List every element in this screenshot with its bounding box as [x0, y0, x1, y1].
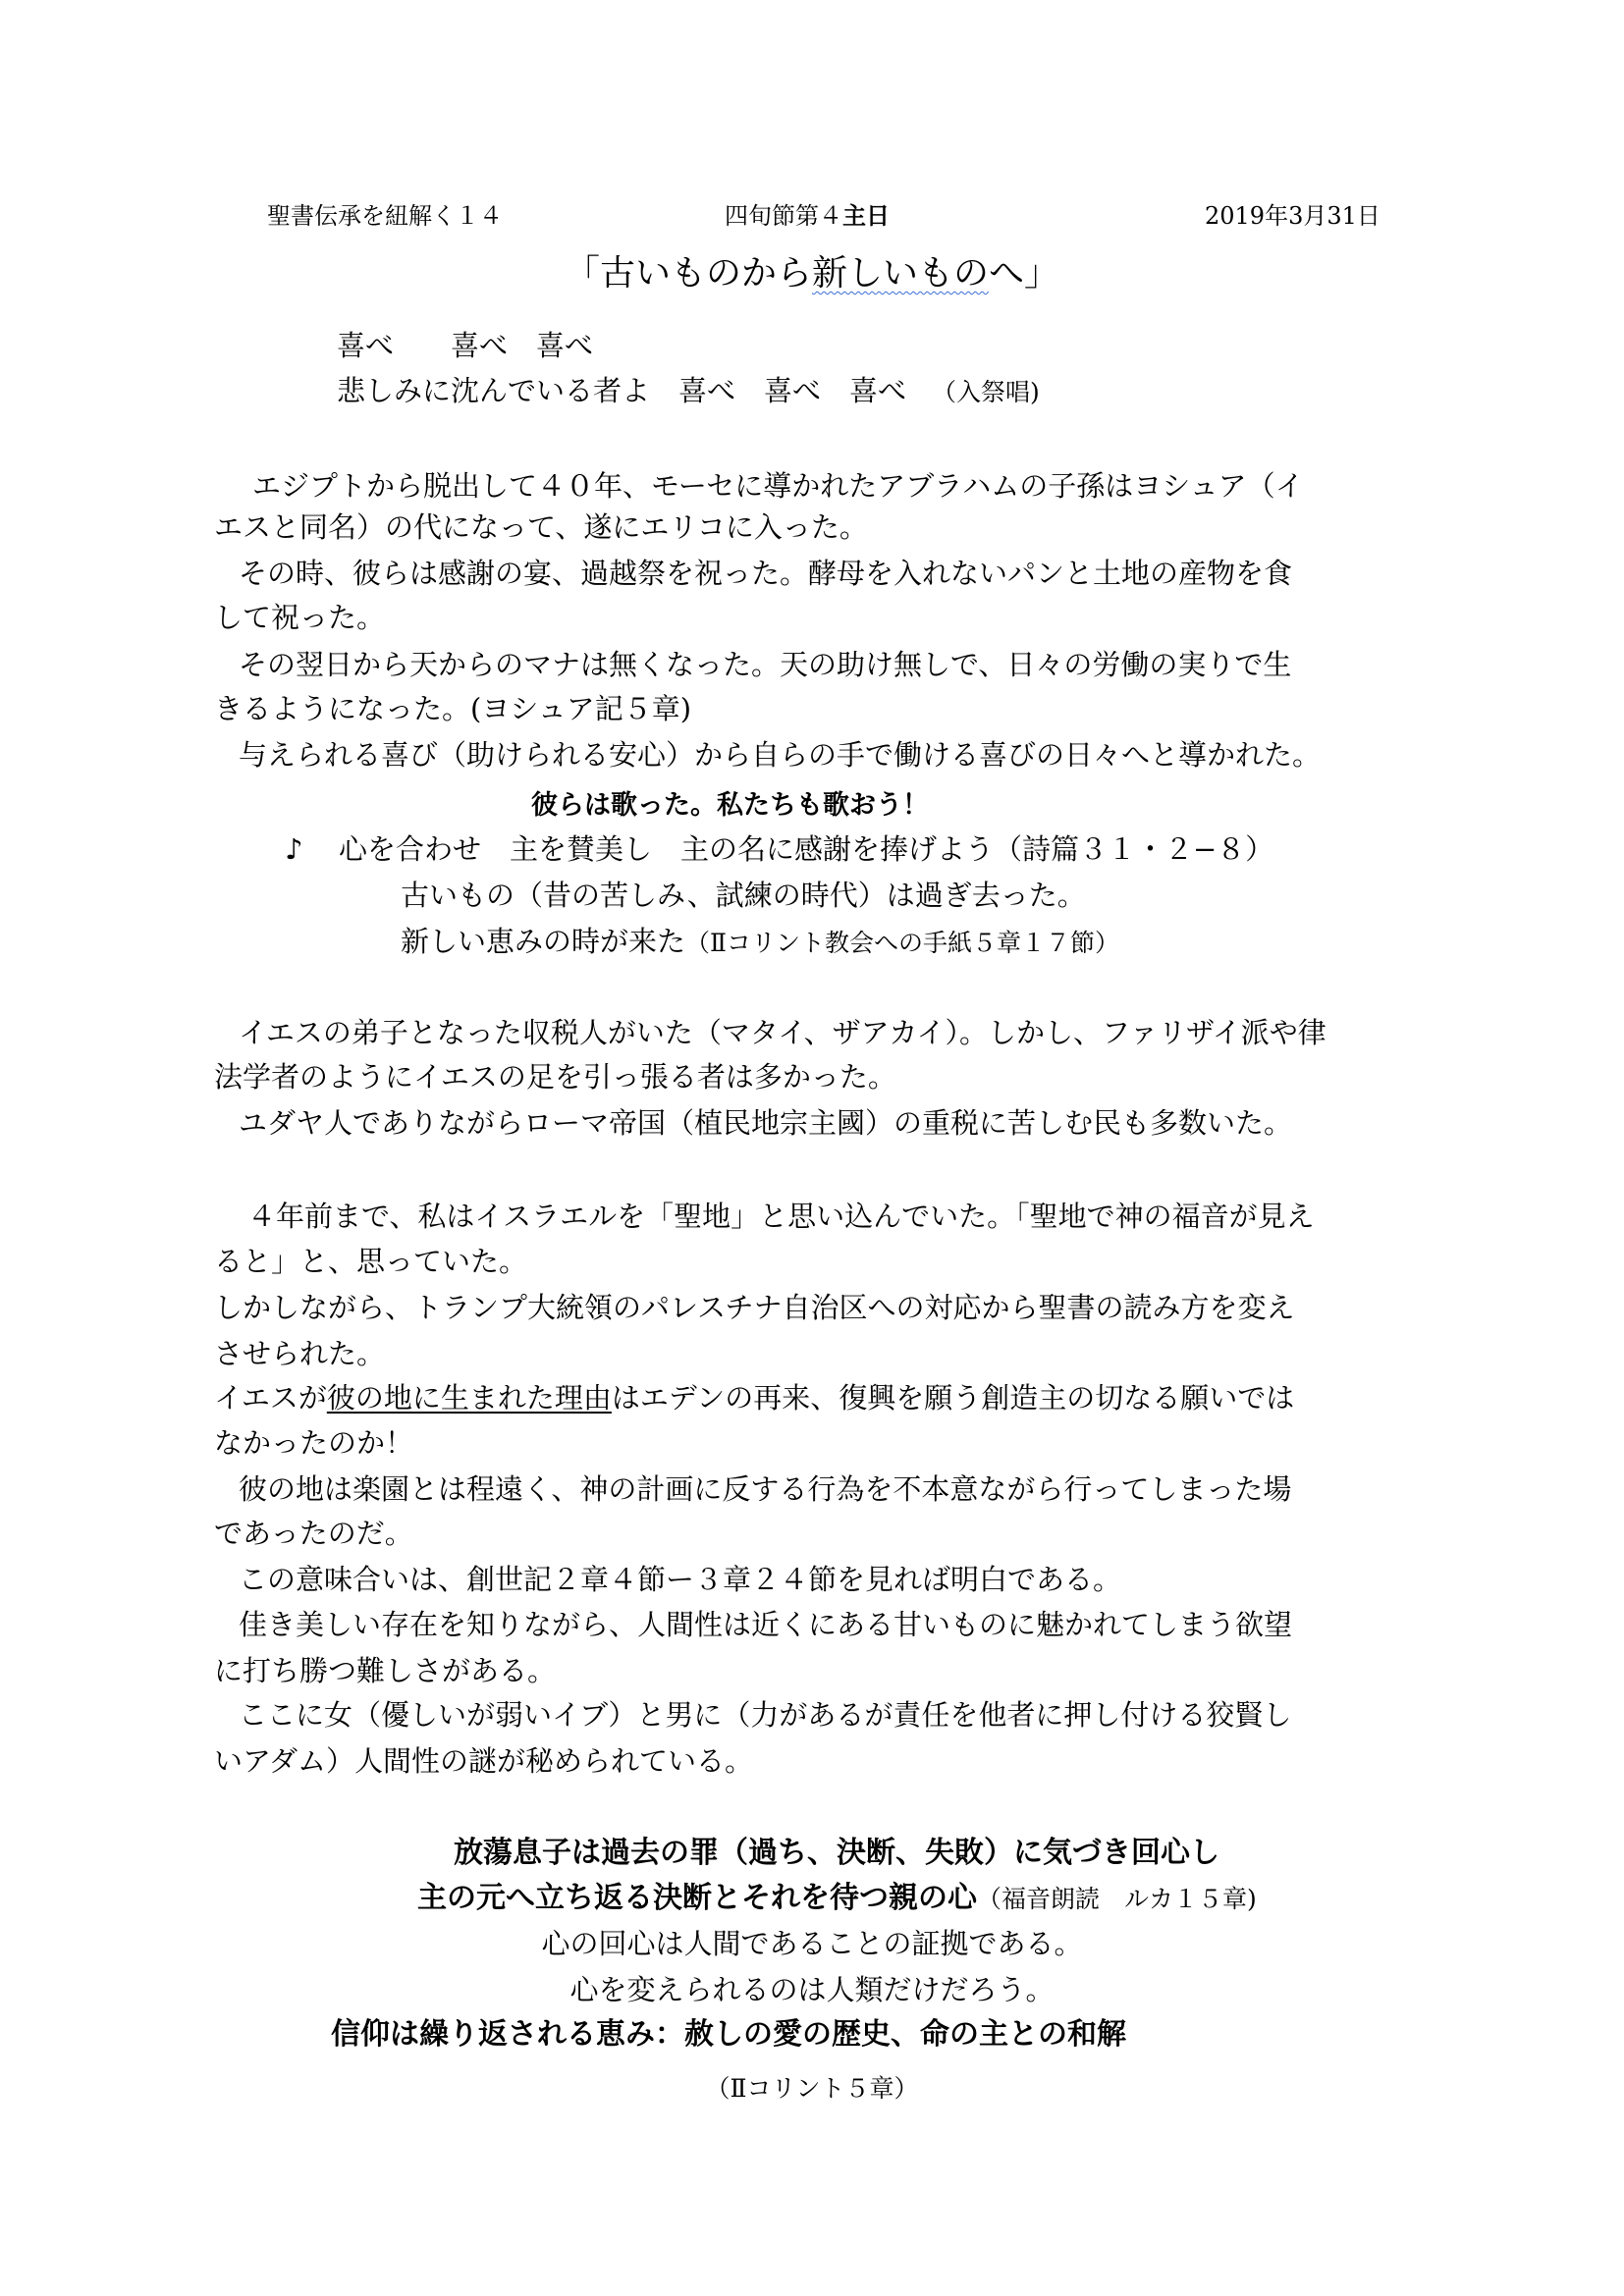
paragraph-line: 法学者のようにイエスの足を引っ張る者は多かった。	[214, 1060, 896, 1094]
paragraph-line: しかしながら、トランプ大統領のパレスチナ自治区への対応から聖書の読み方を変え	[214, 1291, 1295, 1324]
paragraph-line: 与えられる喜び（助けられる安心）から自らの手で働ける喜びの日々へと導かれた。	[239, 738, 1322, 772]
conclusion-line-2-text: 主の元へ立ち返る決断とそれを待つ親の心	[417, 1881, 977, 1915]
occasion-suffix: 主日	[842, 201, 890, 230]
paragraph-line: その時、彼らは感謝の宴、過越祭を祝った。酵母を入れないパンと土地の産物を食	[239, 557, 1293, 590]
introit-line-1: 喜べ 喜べ 喜べ	[337, 329, 594, 362]
title-close: へ」	[989, 253, 1060, 294]
conclusion-line-4: 心を変えられるのは人類だけだろう。	[569, 1973, 1055, 2006]
paragraph-line: なかったのか！	[214, 1426, 414, 1460]
song-line-3-ref: （Ⅱコリント教会への手紙５章１７節）	[685, 929, 1120, 957]
paragraph-line: 佳き美しい存在を知りながら、人間性は近くにある甘いものに魅かれてしまう欲望	[239, 1608, 1293, 1641]
introit-note: （入祭唱)	[932, 378, 1040, 406]
paragraph-line: イエスの弟子となった収税人がいた（マタイ、ザアカイ）。しかし、ファリザイ派や律	[239, 1016, 1326, 1049]
paragraph-line: であったのだ。	[214, 1517, 413, 1550]
conclusion-line-2	[417, 1881, 1257, 1916]
title-open: 「古いものから	[564, 253, 812, 294]
underlined-phrase: 彼の地に生まれた理由	[326, 1381, 612, 1415]
paragraph-line: 彼の地は楽園とは程遠く、神の計画に反する行為を不本意ながら行ってしまった場	[239, 1472, 1292, 1506]
paragraph-line: させられた。	[214, 1337, 386, 1370]
paragraph-line: その翌日から天からのマナは無くなった。天の助け無しで、日々の労働の実りで生	[239, 648, 1292, 681]
song-heading: 彼らは歌った。私たちも歌おう！	[531, 790, 929, 821]
paragraph-line: ここに女（優しいが弱いイブ）と男に（力があるが責任を他者に押し付ける狡賢し	[239, 1698, 1292, 1732]
paragraph-line	[214, 1381, 1294, 1415]
paragraph-line: に打ち勝つ難しさがある。	[214, 1654, 557, 1687]
introit-line-2	[337, 374, 1040, 409]
sermon-title	[0, 245, 1624, 295]
music-note-icon: ♪	[285, 832, 303, 866]
paragraph-line: して祝った。	[214, 601, 386, 634]
occasion-prefix: 四旬節第４	[725, 202, 842, 230]
conclusion-line-1: 放蕩息子は過去の罪（過ち、決断、失敗）に気づき回心し	[454, 1836, 1219, 1870]
paragraph-line: ４年前まで、私はイスラエルを「聖地」と思い込んでいた。「聖地で神の福音が見え	[247, 1200, 1315, 1233]
paragraph-line: エスと同名）の代になって、遂にエリコに入った。	[214, 510, 868, 544]
paragraph-line: エジプトから脱出して４０年、モーセに導かれたアブラハムの子孫はヨシュア（イ	[224, 469, 1304, 503]
conclusion-line-5: 信仰は繰り返される恵み：赦しの愛の歴史、命の主との和解	[331, 2017, 1126, 2052]
paragraph-line: この意味合いは、創世記２章４節ー３章２４節を見れば明白である。	[239, 1563, 1122, 1596]
paragraph-line: ユダヤ人でありながらローマ帝国（植民地宗主國）の重税に苦しむ民も多数いた。	[239, 1106, 1293, 1140]
paragraph-line: ると」と、思っていた。	[214, 1245, 528, 1278]
song-line-3	[401, 925, 1119, 960]
line-suffix: はエデンの再来、復興を願う創造主の切なる願いでは	[611, 1381, 1295, 1415]
conclusion-line-2-ref: （福音朗読 ルカ１５章)	[977, 1885, 1257, 1913]
song-line-3-text: 新しい恵みの時が来た	[401, 925, 686, 958]
paragraph-line: きるようになった。(ヨシュア記５章)	[214, 692, 692, 725]
conclusion-reference: （Ⅱコリント５章）	[705, 2074, 919, 2103]
conclusion-line-3: 心の回心は人間であることの証拠である。	[541, 1927, 1083, 1960]
series-title: 聖書伝承を紐解く１４	[267, 202, 503, 230]
date: 2019年3月31日	[1205, 202, 1380, 230]
song-line-2: 古いもの（昔の苦しみ、試練の時代）は過ぎ去った。	[401, 879, 1086, 912]
song-line-1: 心を合わせ 主を賛美し 主の名に感謝を捧げよう（詩篇３１・２−８）	[339, 832, 1274, 866]
line-prefix: イエスが	[214, 1381, 327, 1415]
introit-text: 悲しみに沈んでいる者よ 喜べ 喜べ 喜べ	[337, 374, 907, 407]
paragraph-line: いアダム）人間性の謎が秘められている。	[214, 1744, 753, 1778]
title-underlined: 新しいもの	[811, 253, 989, 294]
liturgical-occasion	[725, 196, 890, 231]
